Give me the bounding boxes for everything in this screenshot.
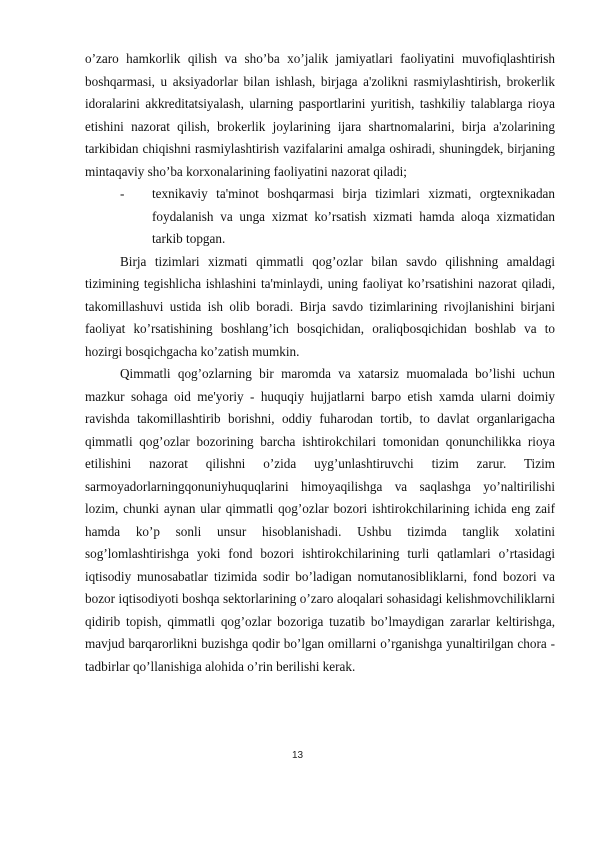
paragraph-3: Birja tizimlari xizmati qimmatli qog’ozlar bilan savdo qilishning amaldagi tizimining tegishlicha ishlashini ta'minlaydi, uning faoliyat ko’rsatishini nazorat qiladi, takomillashuvi ustida ish olib boradi. Birja savdo tizimlarining rivojlanishini birjani faoliyat ko’rsatishining boshlang’ich bosqichidan, oraliqbosqichidan boshlab va to hozirgi bosqichgacha ko’zatish mumkin. (85, 253, 555, 359)
paragraph-2: texnikaviy ta'minot boshqarmasi birja tizimlari xizmati, orgtexnikadan foydalanish va unga xizmat ko’rsatish xizmati hamda aloqa xizmatidan tarkib topgan. (152, 186, 555, 246)
bullet-item (85, 183, 555, 251)
paragraph-1: o’zaro hamkorlik qilish va sho’ba xo’jalik jamiyatlari faoliyatini muvofiqlashtirish boshqarmasi, u aksiyadorlar bilan ishlash, birjaga a'zolikni rasmiylashtirish, brokerlik idoralarini akkreditatsiyalash, ularning pasportlarini yuritish, tashkiliy talablarga rioya etishini nazorat qilish, brokerlik joylarining ijara shartnomalarini, birja a'zolarining tarkibidan chiqishni rasmiylashtirish vazifalarini amalga oshiradi, shuningdek, birjaning mintaqaviy sho’ba korxonalarining faoliyatini nazorat qiladi; (85, 51, 555, 179)
paragraph-4: Qimmatli qog’ozlarning bir maromda va xatarsiz muomalada bo’lishi uchun mazkur sohaga oid me'yoriy - huquqiy hujjatlarni barpo etish xamda ularni doimiy ravishda takomillashtirib borishni, oddiy fuharodan tortib, to davlat organlarigacha qimmatli qog’ozlar bozorining barcha ishtirokchilari tomonidan qonunchilikka rioya etilishini nazorat qilishni o’zida uyg’unlashtiruvchi tizim zarur. Tizim sarmoyadorlarningqonuniyhuquqlarini himoyaqilishga va saqlashga yo’naltirilishi lozim, chunki aynan ular qimmatli qog’ozlar bozori ishtirokchilarining ichida eng zaif hamda ko’p sonli unsur hisoblanishadi. Ushbu tizimda tanglik xolatini sog’lomlashtirishga yoki fond bozori ishtirokchilarining turli qatlamlari o’rtasidagi iqtisodiy munosabatlar tizimida sodir bo’ladigan nomutanosibliklarni, fond bozori va bozor iqtisodiyoti boshqa sektorlarining o’zaro aloqalari sohasidagi kelishmovchiliklarni qidirib topish, qimmatli qog’ozlar bozoriga tuzatib bo’lmaydigan zararlar keltirishga, mavjud barqarorlikni buzishga qodir bo’lgan omillarni o’rganishga yunaltirilgan chora - tadbirlar qo’llanishiga alohida o’rin berilishi kerak. (85, 366, 555, 674)
bullet-dash: - (120, 186, 125, 201)
page-number: 13 (291, 750, 304, 761)
document-page (85, 48, 555, 678)
